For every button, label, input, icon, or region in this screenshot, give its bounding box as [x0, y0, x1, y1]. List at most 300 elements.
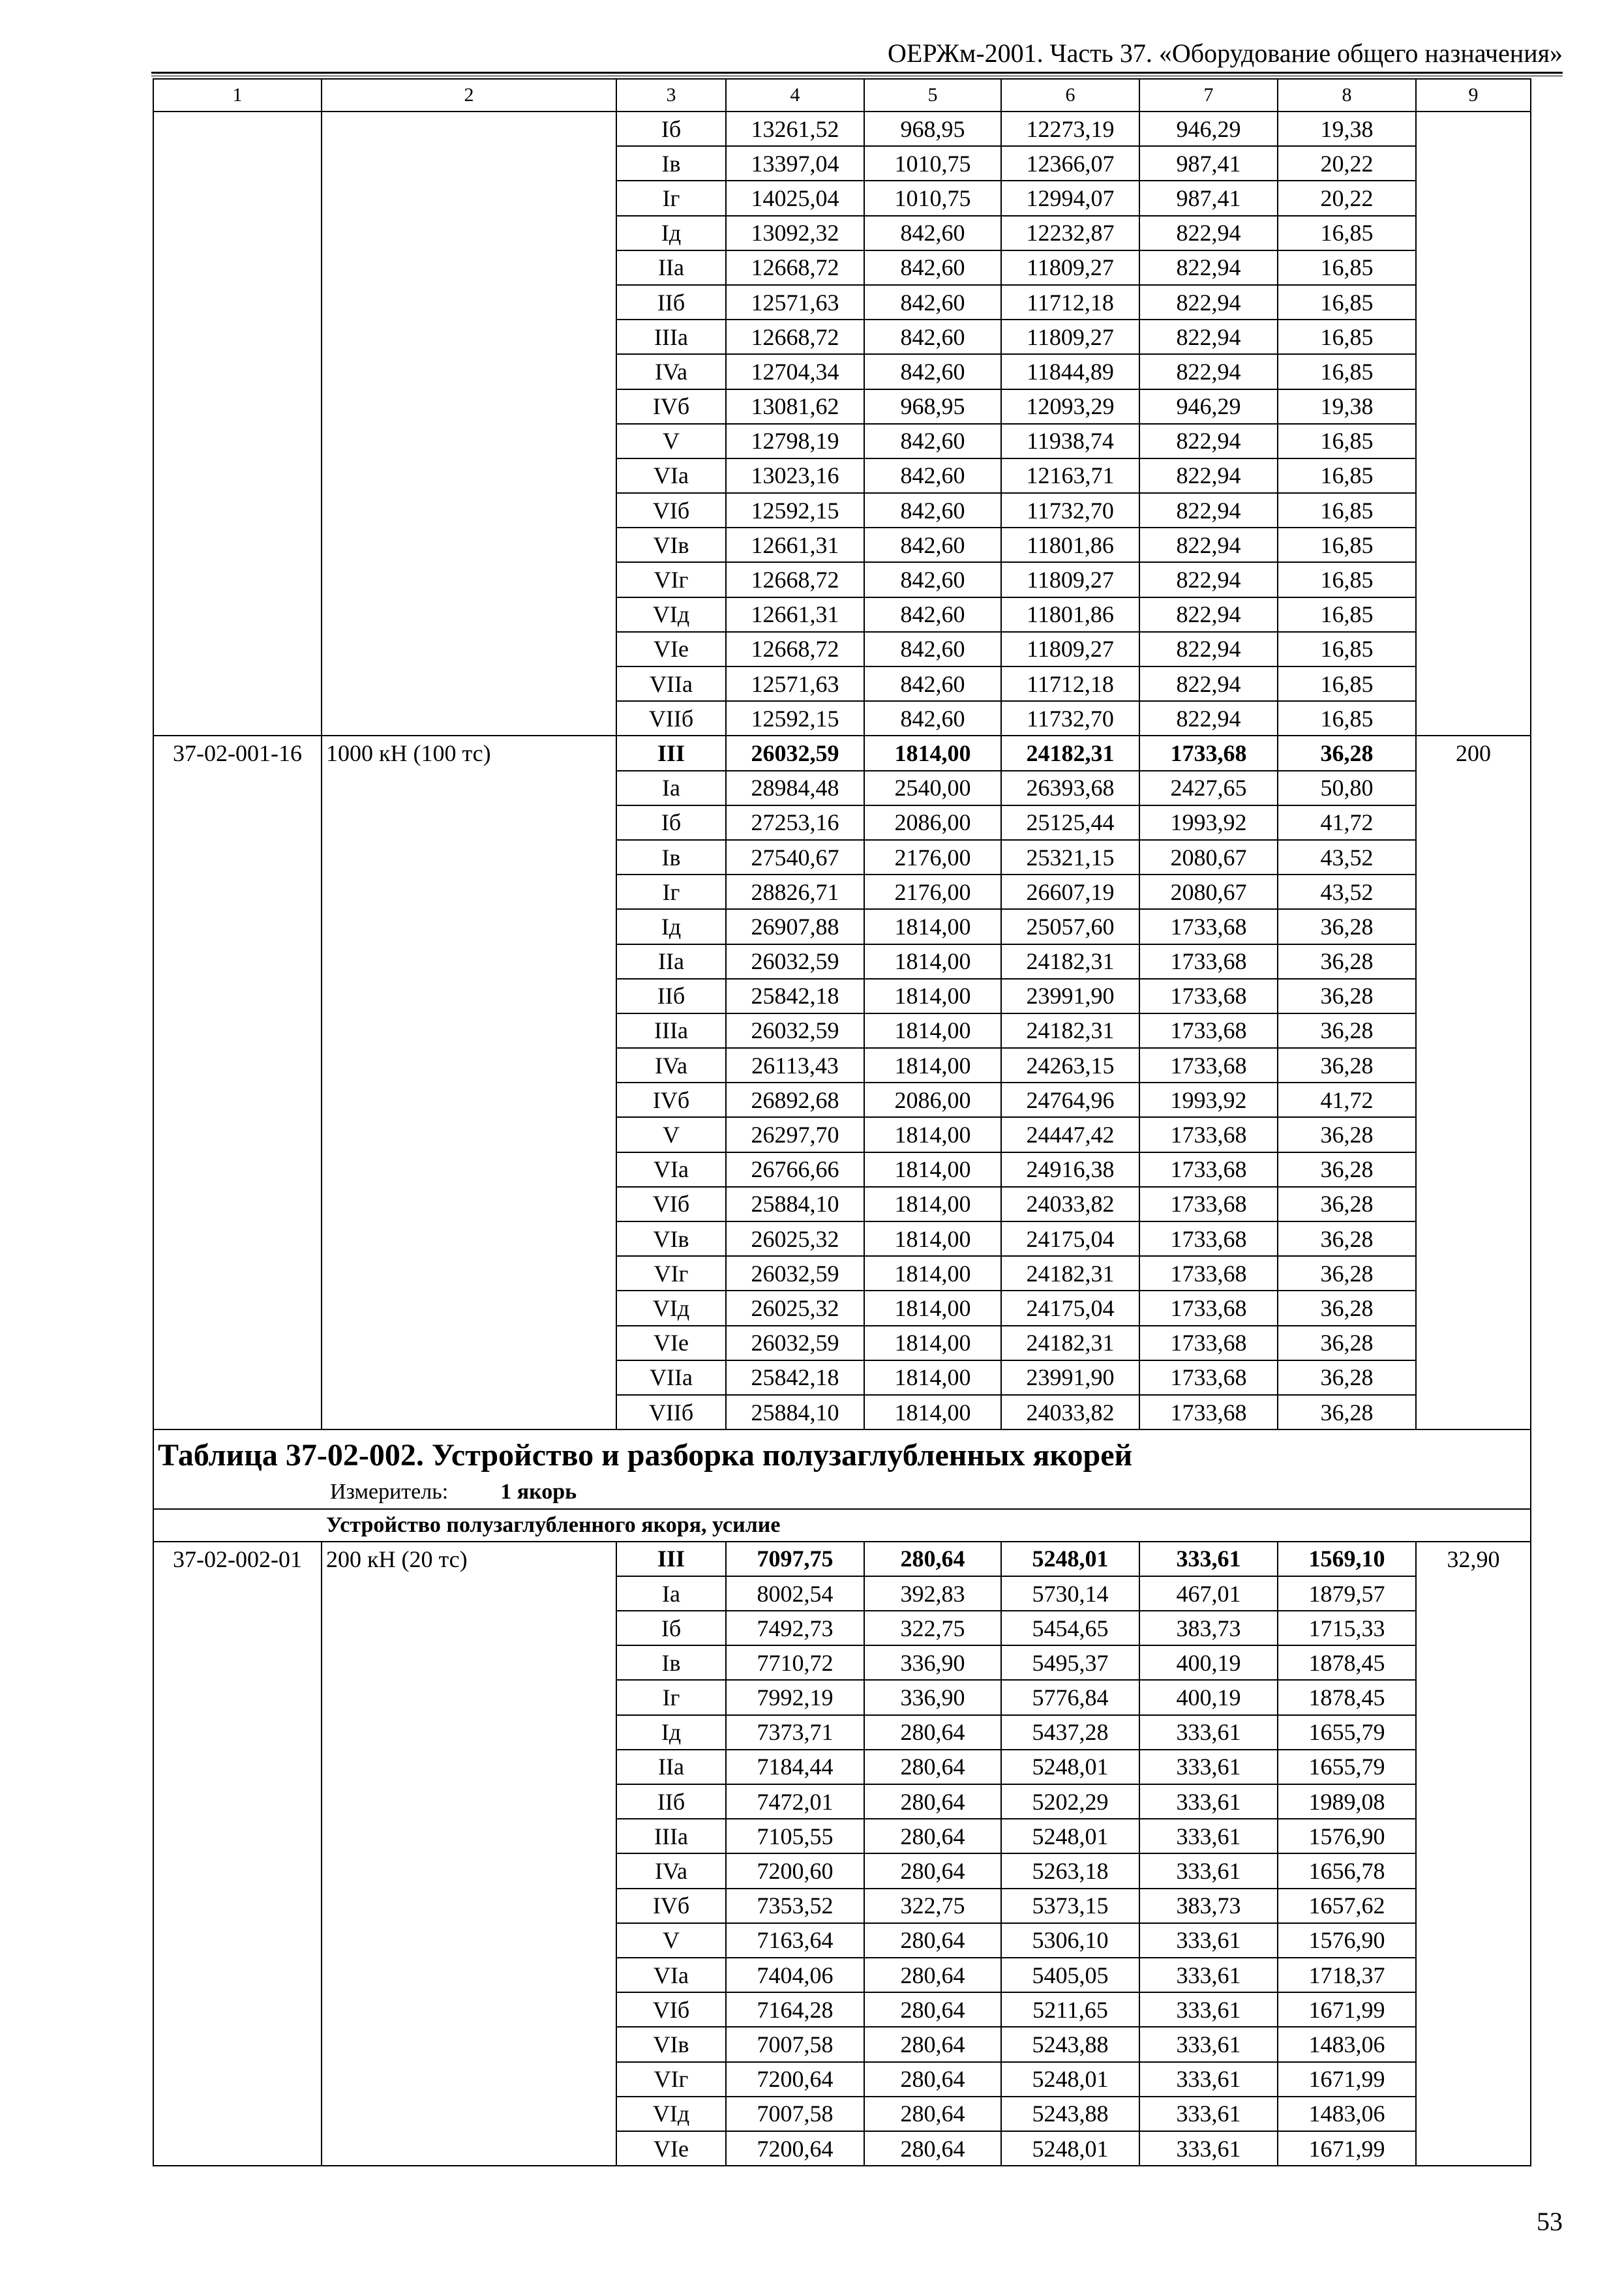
- materials-cell: 5248,01: [1001, 2062, 1139, 2097]
- materials-cell: 5243,88: [1001, 2097, 1139, 2131]
- section-heading-row: [153, 1509, 1531, 1542]
- machines-cell: 16,85: [1278, 528, 1416, 562]
- materials-cell: 25321,15: [1001, 840, 1139, 875]
- machines-cell: 16,85: [1278, 666, 1416, 701]
- wage-cell: 1814,00: [864, 1291, 1001, 1325]
- direct-cost-cell: 25884,10: [726, 1395, 864, 1429]
- wage-cell: 842,60: [864, 424, 1001, 458]
- direct-cost-cell: 26297,70: [726, 1117, 864, 1152]
- wage-cell: 280,64: [864, 2131, 1001, 2166]
- direct-cost-cell: 26907,88: [726, 909, 864, 944]
- direct-cost-cell: 13397,04: [726, 146, 864, 181]
- machines-cell: 16,85: [1278, 354, 1416, 389]
- direct-cost-cell: 26032,59: [726, 736, 864, 770]
- zone-cell: Ia: [616, 771, 726, 805]
- zone-cell: VIIa: [616, 666, 726, 701]
- machine-wage-cell: 2080,67: [1139, 875, 1278, 909]
- materials-cell: 11732,70: [1001, 701, 1139, 736]
- running-header-title: ОЕРЖм-2001. Часть 37. «Оборудование общего назначения»: [888, 38, 1563, 68]
- zone-cell: VIa: [616, 1152, 726, 1187]
- wage-cell: 842,60: [864, 528, 1001, 562]
- wage-cell: 968,95: [864, 389, 1001, 424]
- wage-cell: 1814,00: [864, 1256, 1001, 1291]
- direct-cost-cell: 7007,58: [726, 2097, 864, 2131]
- direct-cost-cell: 7105,55: [726, 1819, 864, 1853]
- machine-wage-cell: 1733,68: [1139, 979, 1278, 1013]
- zone-cell: VIг: [616, 562, 726, 597]
- table-row: [153, 1542, 1531, 1576]
- wage-cell: 1814,00: [864, 909, 1001, 944]
- zone-cell: Iг: [616, 1680, 726, 1714]
- machines-cell: 16,85: [1278, 285, 1416, 320]
- rate-code-cell: [153, 112, 322, 736]
- direct-cost-cell: 12668,72: [726, 632, 864, 666]
- machines-cell: 36,28: [1278, 1187, 1416, 1221]
- zone-cell: IVб: [616, 389, 726, 424]
- machines-cell: 16,85: [1278, 216, 1416, 250]
- zone-cell: IVб: [616, 1889, 726, 1923]
- machine-wage-cell: 333,61: [1139, 1853, 1278, 1888]
- machine-wage-cell: 333,61: [1139, 1542, 1278, 1576]
- machine-wage-cell: 383,73: [1139, 1889, 1278, 1923]
- wage-cell: 336,90: [864, 1680, 1001, 1714]
- machine-wage-cell: 333,61: [1139, 2131, 1278, 2166]
- materials-cell: 5495,37: [1001, 1645, 1139, 1680]
- materials-cell: 5248,01: [1001, 2131, 1139, 2166]
- materials-cell: 24175,04: [1001, 1221, 1139, 1256]
- machine-wage-cell: 1733,68: [1139, 1395, 1278, 1429]
- machine-wage-cell: 822,94: [1139, 216, 1278, 250]
- direct-cost-cell: 26032,59: [726, 1326, 864, 1360]
- rate-code-cell: 37-02-001-16: [153, 736, 322, 1429]
- wage-cell: 280,64: [864, 1750, 1001, 1784]
- machine-wage-cell: 1733,68: [1139, 736, 1278, 770]
- materials-cell: 11732,70: [1001, 493, 1139, 528]
- materials-cell: 24447,42: [1001, 1117, 1139, 1152]
- machine-wage-cell: 1733,68: [1139, 1152, 1278, 1187]
- direct-cost-cell: 7007,58: [726, 2027, 864, 2061]
- wage-cell: 280,64: [864, 1715, 1001, 1750]
- materials-cell: 24033,82: [1001, 1187, 1139, 1221]
- machines-cell: 1569,10: [1278, 1542, 1416, 1576]
- direct-cost-cell: 12668,72: [726, 320, 864, 354]
- direct-cost-cell: 12592,15: [726, 701, 864, 736]
- zone-cell: Iг: [616, 875, 726, 909]
- direct-cost-cell: 27253,16: [726, 805, 864, 840]
- materials-cell: 11712,18: [1001, 285, 1139, 320]
- wage-cell: 1814,00: [864, 944, 1001, 979]
- wage-cell: 2086,00: [864, 805, 1001, 840]
- machines-cell: 36,28: [1278, 909, 1416, 944]
- materials-cell: 24182,31: [1001, 736, 1139, 770]
- zone-cell: VIIб: [616, 701, 726, 736]
- materials-cell: 11801,86: [1001, 597, 1139, 632]
- meter-label: Измеритель:: [330, 1479, 449, 1504]
- wage-cell: 280,64: [864, 2097, 1001, 2131]
- wage-cell: 1814,00: [864, 1360, 1001, 1395]
- wage-cell: 280,64: [864, 1992, 1001, 2027]
- direct-cost-cell: 7353,52: [726, 1889, 864, 1923]
- machine-wage-cell: 1733,68: [1139, 1256, 1278, 1291]
- machine-wage-cell: 333,61: [1139, 1923, 1278, 1958]
- machines-cell: 36,28: [1278, 736, 1416, 770]
- column-number: 5: [864, 79, 1001, 112]
- wage-cell: 280,64: [864, 1923, 1001, 1958]
- machine-wage-cell: 467,01: [1139, 1576, 1278, 1611]
- machine-wage-cell: 1733,68: [1139, 1187, 1278, 1221]
- zone-cell: IVa: [616, 1048, 726, 1083]
- machine-wage-cell: 1733,68: [1139, 944, 1278, 979]
- machines-cell: 19,38: [1278, 389, 1416, 424]
- machine-wage-cell: 333,61: [1139, 1715, 1278, 1750]
- zone-cell: VIe: [616, 1326, 726, 1360]
- machine-wage-cell: 2080,67: [1139, 840, 1278, 875]
- machines-cell: 36,28: [1278, 1117, 1416, 1152]
- materials-cell: 23991,90: [1001, 979, 1139, 1013]
- zone-cell: IIa: [616, 250, 726, 285]
- wage-cell: 842,60: [864, 632, 1001, 666]
- machines-cell: 36,28: [1278, 1048, 1416, 1083]
- zone-cell: IVa: [616, 354, 726, 389]
- wage-cell: 322,75: [864, 1889, 1001, 1923]
- wage-cell: 280,64: [864, 2062, 1001, 2097]
- machines-cell: 1671,99: [1278, 2131, 1416, 2166]
- machines-cell: 1878,45: [1278, 1680, 1416, 1714]
- wage-cell: 392,83: [864, 1576, 1001, 1611]
- direct-cost-cell: 7164,28: [726, 1992, 864, 2027]
- column-number: 6: [1001, 79, 1139, 112]
- wage-cell: 842,60: [864, 701, 1001, 736]
- price-table-body: [153, 79, 1531, 1429]
- wage-cell: 1814,00: [864, 1152, 1001, 1187]
- machine-wage-cell: 400,19: [1139, 1680, 1278, 1714]
- price-table-body-2: [153, 1542, 1531, 2166]
- machine-wage-cell: 1733,68: [1139, 1013, 1278, 1048]
- machines-cell: 16,85: [1278, 632, 1416, 666]
- machines-cell: 36,28: [1278, 979, 1416, 1013]
- column-number: 9: [1416, 79, 1531, 112]
- materials-cell: 5243,88: [1001, 2027, 1139, 2061]
- materials-cell: 23991,90: [1001, 1360, 1139, 1395]
- direct-cost-cell: 26032,59: [726, 944, 864, 979]
- column-number: 7: [1139, 79, 1278, 112]
- wage-cell: 842,60: [864, 458, 1001, 493]
- zone-cell: Iв: [616, 146, 726, 181]
- zone-cell: VIe: [616, 632, 726, 666]
- zone-cell: V: [616, 1923, 726, 1958]
- materials-cell: 5248,01: [1001, 1819, 1139, 1853]
- machines-cell: 36,28: [1278, 1360, 1416, 1395]
- machine-wage-cell: 1993,92: [1139, 805, 1278, 840]
- machines-cell: 36,28: [1278, 1221, 1416, 1256]
- machine-wage-cell: 333,61: [1139, 2097, 1278, 2131]
- wage-cell: 842,60: [864, 250, 1001, 285]
- wage-cell: 1814,00: [864, 1013, 1001, 1048]
- machines-cell: 36,28: [1278, 1395, 1416, 1429]
- machine-wage-cell: 333,61: [1139, 1958, 1278, 1992]
- wage-cell: 280,64: [864, 2027, 1001, 2061]
- wage-cell: 842,60: [864, 562, 1001, 597]
- wage-cell: 336,90: [864, 1645, 1001, 1680]
- price-cell: [1416, 112, 1531, 736]
- materials-cell: 5454,65: [1001, 1611, 1139, 1645]
- zone-cell: IIб: [616, 285, 726, 320]
- direct-cost-cell: 7373,71: [726, 1715, 864, 1750]
- machine-wage-cell: 822,94: [1139, 528, 1278, 562]
- zone-cell: V: [616, 1117, 726, 1152]
- machine-wage-cell: 987,41: [1139, 146, 1278, 181]
- machines-cell: 16,85: [1278, 493, 1416, 528]
- zone-cell: IIa: [616, 1750, 726, 1784]
- machine-wage-cell: 822,94: [1139, 562, 1278, 597]
- machine-wage-cell: 333,61: [1139, 1992, 1278, 2027]
- zone-cell: VIв: [616, 528, 726, 562]
- machine-wage-cell: 383,73: [1139, 1611, 1278, 1645]
- materials-cell: 25057,60: [1001, 909, 1139, 944]
- direct-cost-cell: 7472,01: [726, 1784, 864, 1819]
- machines-cell: 1576,90: [1278, 1819, 1416, 1853]
- materials-cell: 24182,31: [1001, 1013, 1139, 1048]
- machines-cell: 36,28: [1278, 1256, 1416, 1291]
- direct-cost-cell: 28984,48: [726, 771, 864, 805]
- zone-cell: IVб: [616, 1083, 726, 1117]
- column-number: 4: [726, 79, 864, 112]
- machines-cell: 20,22: [1278, 181, 1416, 215]
- zone-cell: Iд: [616, 1715, 726, 1750]
- wage-cell: 1814,00: [864, 1326, 1001, 1360]
- wage-cell: 1814,00: [864, 1221, 1001, 1256]
- materials-cell: 12163,71: [1001, 458, 1139, 493]
- machines-cell: 1989,08: [1278, 1784, 1416, 1819]
- direct-cost-cell: 7200,64: [726, 2131, 864, 2166]
- materials-cell: 5202,29: [1001, 1784, 1139, 1819]
- materials-cell: 5776,84: [1001, 1680, 1139, 1714]
- direct-cost-cell: 12704,34: [726, 354, 864, 389]
- zone-cell: VIIб: [616, 1395, 726, 1429]
- direct-cost-cell: 12571,63: [726, 666, 864, 701]
- machine-wage-cell: 822,94: [1139, 285, 1278, 320]
- machines-cell: 1657,62: [1278, 1889, 1416, 1923]
- machine-wage-cell: 333,61: [1139, 1784, 1278, 1819]
- zone-cell: IVa: [616, 1853, 726, 1888]
- materials-cell: 12093,29: [1001, 389, 1139, 424]
- direct-cost-cell: 12668,72: [726, 250, 864, 285]
- machines-cell: 16,85: [1278, 250, 1416, 285]
- wage-cell: 280,64: [864, 1784, 1001, 1819]
- direct-cost-cell: 26032,59: [726, 1256, 864, 1291]
- wage-cell: 1814,00: [864, 1117, 1001, 1152]
- materials-cell: 5730,14: [1001, 1576, 1139, 1611]
- materials-cell: 5373,15: [1001, 1889, 1139, 1923]
- wage-cell: 322,75: [864, 1611, 1001, 1645]
- table-row: [153, 112, 1531, 146]
- table-002-header: [153, 1429, 1531, 1542]
- zone-cell: VIв: [616, 2027, 726, 2061]
- direct-cost-cell: 7200,60: [726, 1853, 864, 1888]
- zone-cell: VIг: [616, 2062, 726, 2097]
- materials-cell: 5437,28: [1001, 1715, 1139, 1750]
- price-cell: 200: [1416, 736, 1531, 1429]
- machines-cell: 50,80: [1278, 771, 1416, 805]
- zone-cell: Iв: [616, 1645, 726, 1680]
- materials-cell: 11938,74: [1001, 424, 1139, 458]
- rate-code-cell: 37-02-002-01: [153, 1542, 322, 2166]
- wage-cell: 2086,00: [864, 1083, 1001, 1117]
- direct-cost-cell: 12798,19: [726, 424, 864, 458]
- machines-cell: 16,85: [1278, 562, 1416, 597]
- materials-cell: 11712,18: [1001, 666, 1139, 701]
- machine-wage-cell: 822,94: [1139, 597, 1278, 632]
- machine-wage-cell: 822,94: [1139, 250, 1278, 285]
- machines-cell: 1715,33: [1278, 1611, 1416, 1645]
- machines-cell: 36,28: [1278, 1013, 1416, 1048]
- direct-cost-cell: 7710,72: [726, 1645, 864, 1680]
- machines-cell: 1483,06: [1278, 2097, 1416, 2131]
- wage-cell: 1814,00: [864, 979, 1001, 1013]
- zone-cell: VIд: [616, 1291, 726, 1325]
- zone-cell: VIв: [616, 1221, 726, 1256]
- machines-cell: 16,85: [1278, 458, 1416, 493]
- table-meter: [330, 1481, 1526, 1503]
- zone-cell: V: [616, 424, 726, 458]
- wage-cell: 1010,75: [864, 146, 1001, 181]
- machine-wage-cell: 822,94: [1139, 666, 1278, 701]
- materials-cell: 11809,27: [1001, 250, 1139, 285]
- wage-cell: 842,60: [864, 354, 1001, 389]
- machine-wage-cell: 987,41: [1139, 181, 1278, 215]
- materials-cell: 24182,31: [1001, 944, 1139, 979]
- machines-cell: 41,72: [1278, 1083, 1416, 1117]
- machine-wage-cell: 1733,68: [1139, 909, 1278, 944]
- zone-cell: VIб: [616, 493, 726, 528]
- direct-cost-cell: 25842,18: [726, 979, 864, 1013]
- machine-wage-cell: 822,94: [1139, 424, 1278, 458]
- direct-cost-cell: 13261,52: [726, 112, 864, 146]
- zone-cell: VIIa: [616, 1360, 726, 1395]
- machines-cell: 1483,06: [1278, 2027, 1416, 2061]
- machine-wage-cell: 333,61: [1139, 2027, 1278, 2061]
- table-title-cell: [153, 1429, 1531, 1509]
- machine-wage-cell: 1733,68: [1139, 1117, 1278, 1152]
- direct-cost-cell: 13081,62: [726, 389, 864, 424]
- wage-cell: 842,60: [864, 597, 1001, 632]
- machines-cell: 1656,78: [1278, 1853, 1416, 1888]
- zone-cell: VIб: [616, 1187, 726, 1221]
- materials-cell: 11809,27: [1001, 632, 1139, 666]
- materials-cell: 5263,18: [1001, 1853, 1139, 1888]
- wage-cell: 2176,00: [864, 840, 1001, 875]
- machine-wage-cell: 400,19: [1139, 1645, 1278, 1680]
- wage-cell: 842,60: [864, 320, 1001, 354]
- wage-cell: 1814,00: [864, 1048, 1001, 1083]
- materials-cell: 24182,31: [1001, 1256, 1139, 1291]
- machine-wage-cell: 1733,68: [1139, 1048, 1278, 1083]
- materials-cell: 11809,27: [1001, 320, 1139, 354]
- machine-wage-cell: 1993,92: [1139, 1083, 1278, 1117]
- materials-cell: 24182,31: [1001, 1326, 1139, 1360]
- direct-cost-cell: 26032,59: [726, 1013, 864, 1048]
- materials-cell: 24263,15: [1001, 1048, 1139, 1083]
- column-number: 2: [322, 79, 616, 112]
- direct-cost-cell: 26025,32: [726, 1221, 864, 1256]
- column-number-row: [153, 79, 1531, 112]
- wage-cell: 842,60: [864, 493, 1001, 528]
- materials-cell: 12994,07: [1001, 181, 1139, 215]
- zone-cell: VIб: [616, 1992, 726, 2027]
- table-title-row: [153, 1429, 1531, 1509]
- materials-cell: 5248,01: [1001, 1750, 1139, 1784]
- wage-cell: 280,64: [864, 1542, 1001, 1576]
- price-table: [153, 78, 1531, 2166]
- zone-cell: IIб: [616, 979, 726, 1013]
- zone-cell: IIб: [616, 1784, 726, 1819]
- wage-cell: 2176,00: [864, 875, 1001, 909]
- machines-cell: 36,28: [1278, 1326, 1416, 1360]
- zone-cell: Ia: [616, 1576, 726, 1611]
- direct-cost-cell: 12661,31: [726, 597, 864, 632]
- direct-cost-cell: 26766,66: [726, 1152, 864, 1187]
- column-number: 1: [153, 79, 322, 112]
- wage-cell: 2540,00: [864, 771, 1001, 805]
- zone-cell: VIд: [616, 2097, 726, 2131]
- machines-cell: 16,85: [1278, 597, 1416, 632]
- machines-cell: 36,28: [1278, 944, 1416, 979]
- zone-cell: IIIa: [616, 320, 726, 354]
- direct-cost-cell: 25842,18: [726, 1360, 864, 1395]
- machine-wage-cell: 1733,68: [1139, 1221, 1278, 1256]
- table-title: Таблица 37-02-002. Устройство и разборка полузаглубленных якорей: [158, 1438, 1133, 1473]
- machine-wage-cell: 822,94: [1139, 354, 1278, 389]
- materials-cell: 12273,19: [1001, 112, 1139, 146]
- machine-wage-cell: 822,94: [1139, 493, 1278, 528]
- column-number: 3: [616, 79, 726, 112]
- machines-cell: 1879,57: [1278, 1576, 1416, 1611]
- header-divider: [151, 72, 1563, 76]
- machines-cell: 36,28: [1278, 1291, 1416, 1325]
- machine-wage-cell: 1733,68: [1139, 1291, 1278, 1325]
- zone-cell: IIIa: [616, 1013, 726, 1048]
- machines-cell: 1671,99: [1278, 1992, 1416, 2027]
- materials-cell: 26393,68: [1001, 771, 1139, 805]
- machines-cell: 1671,99: [1278, 2062, 1416, 2097]
- zone-cell: Iб: [616, 805, 726, 840]
- materials-cell: 12366,07: [1001, 146, 1139, 181]
- materials-cell: 11844,89: [1001, 354, 1139, 389]
- zone-cell: III: [616, 736, 726, 770]
- direct-cost-cell: 26113,43: [726, 1048, 864, 1083]
- wage-cell: 968,95: [864, 112, 1001, 146]
- rate-name-cell: [322, 112, 616, 736]
- materials-cell: 5306,10: [1001, 1923, 1139, 1958]
- direct-cost-cell: 13092,32: [726, 216, 864, 250]
- materials-cell: 5405,05: [1001, 1958, 1139, 1992]
- machine-wage-cell: 333,61: [1139, 2062, 1278, 2097]
- machines-cell: 16,85: [1278, 701, 1416, 736]
- machines-cell: 20,22: [1278, 146, 1416, 181]
- zone-cell: VIa: [616, 1958, 726, 1992]
- machine-wage-cell: 822,94: [1139, 701, 1278, 736]
- machines-cell: 43,52: [1278, 875, 1416, 909]
- zone-cell: VIд: [616, 597, 726, 632]
- machine-wage-cell: 946,29: [1139, 112, 1278, 146]
- materials-cell: 24175,04: [1001, 1291, 1139, 1325]
- machine-wage-cell: 2427,65: [1139, 771, 1278, 805]
- direct-cost-cell: 12571,63: [726, 285, 864, 320]
- materials-cell: 5211,65: [1001, 1992, 1139, 2027]
- zone-cell: VIa: [616, 458, 726, 493]
- wage-cell: 1814,00: [864, 1395, 1001, 1429]
- wage-cell: 280,64: [864, 1853, 1001, 1888]
